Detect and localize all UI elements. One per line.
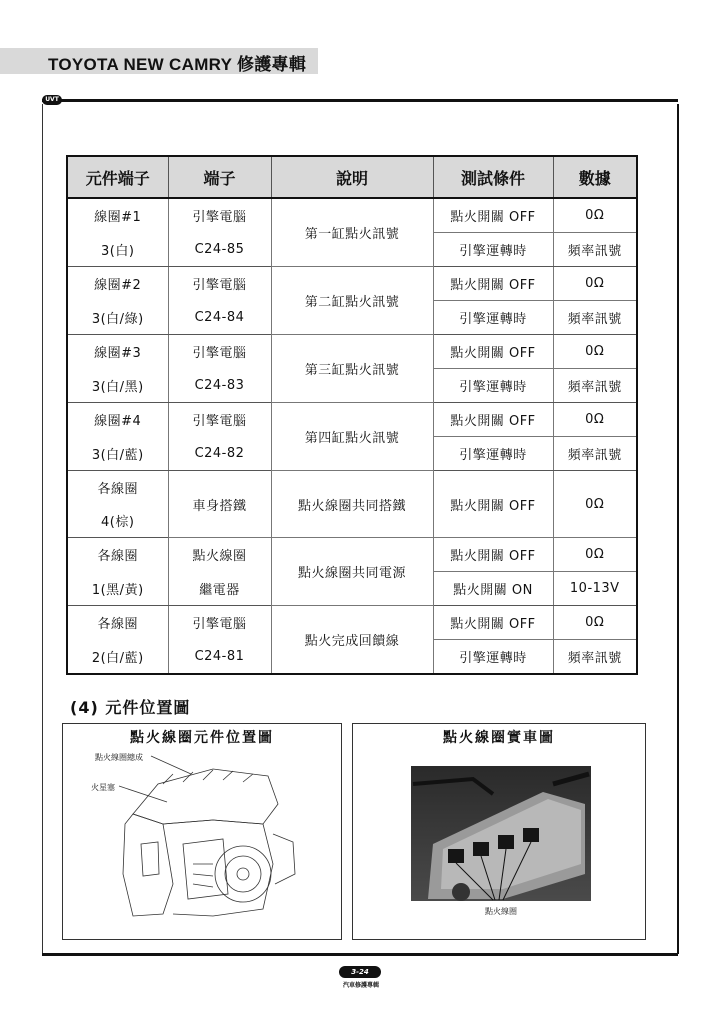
- component-cell: 線圈#3: [67, 335, 168, 369]
- description-cell: 第二缸點火訊號: [271, 267, 433, 335]
- data-cell: 頻率訊號: [553, 369, 637, 403]
- terminal-cell: 引擎電腦: [168, 335, 271, 369]
- component-location-panel: [62, 723, 342, 940]
- ignition-coil-label: 點火線圈: [485, 907, 517, 916]
- description-cell: 第一缸點火訊號: [271, 198, 433, 267]
- component-cell: 線圈#4: [67, 403, 168, 437]
- table-header-row: [67, 156, 637, 198]
- condition-cell: 引擎運轉時: [433, 437, 553, 471]
- data-cell: 0Ω: [553, 267, 637, 301]
- condition-cell: 點火開關 OFF: [433, 335, 553, 369]
- condition-cell: 引擎運轉時: [433, 233, 553, 267]
- condition-cell: 點火開關 OFF: [433, 198, 553, 233]
- table-row: [67, 471, 637, 505]
- terminal-cell: 引擎電腦: [168, 403, 271, 437]
- component-cell: 線圈#2: [67, 267, 168, 301]
- header-badge: UVT: [42, 95, 62, 105]
- terminal-cell: 引擎電腦: [168, 198, 271, 233]
- terminal-cell: C24-81: [168, 640, 271, 675]
- data-cell: 頻率訊號: [553, 640, 637, 675]
- data-cell: 0Ω: [553, 471, 637, 538]
- component-cell: 3(白/藍): [67, 437, 168, 471]
- component-cell: 各線圈: [67, 471, 168, 505]
- data-cell: 頻率訊號: [553, 437, 637, 471]
- terminal-cell: C24-85: [168, 233, 271, 267]
- terminal-cell: C24-83: [168, 369, 271, 403]
- top-rule: [42, 99, 678, 102]
- condition-cell: 點火開關 OFF: [433, 403, 553, 437]
- engine-line-drawing: [63, 724, 341, 939]
- terminal-cell: 繼電器: [168, 572, 271, 606]
- terminal-cell: C24-84: [168, 301, 271, 335]
- data-cell: 0Ω: [553, 335, 637, 369]
- data-cell: 0Ω: [553, 403, 637, 437]
- condition-cell: 引擎運轉時: [433, 301, 553, 335]
- page-number: 3-24: [339, 966, 381, 978]
- ignition-spec-table: [66, 155, 638, 675]
- col-header-data: 數據: [553, 156, 637, 198]
- bottom-rule: [42, 953, 678, 956]
- table-row: [67, 403, 637, 437]
- component-cell: 4(棕): [67, 504, 168, 538]
- component-cell: 各線圈: [67, 538, 168, 572]
- condition-cell: 引擎運轉時: [433, 369, 553, 403]
- data-cell: 0Ω: [553, 606, 637, 640]
- condition-cell: 點火開關 OFF: [433, 538, 553, 572]
- data-cell: 頻率訊號: [553, 301, 637, 335]
- footer-publisher: 汽車修護專輯: [342, 982, 379, 989]
- table-row: [67, 267, 637, 301]
- panel-title: 點火線圈實車圖: [443, 730, 555, 746]
- terminal-cell: 引擎電腦: [168, 267, 271, 301]
- description-cell: 第三缸點火訊號: [271, 335, 433, 403]
- panel-title: 點火線圈元件位置圖: [130, 730, 274, 746]
- coil-photo-panel: [352, 723, 646, 940]
- table-row: [67, 606, 637, 640]
- terminal-cell: 引擎電腦: [168, 606, 271, 640]
- description-cell: 點火完成回饋線: [271, 606, 433, 675]
- data-cell: 0Ω: [553, 198, 637, 233]
- terminal-cell: C24-82: [168, 437, 271, 471]
- ignition-coil-assembly-label: 點火線圈總成: [95, 753, 143, 762]
- condition-cell: 點火開關 OFF: [433, 471, 553, 538]
- terminal-cell: 車身搭鐵: [168, 471, 271, 538]
- table-row: [67, 538, 637, 572]
- terminal-cell: 點火線圈: [168, 538, 271, 572]
- description-cell: 點火線圈共同搭鐵: [271, 471, 433, 538]
- component-cell: 3(白/綠): [67, 301, 168, 335]
- spark-plug-label: 火星塞: [91, 783, 115, 792]
- table-row: [67, 198, 637, 233]
- section-title: (4) 元件位置圖: [70, 698, 191, 717]
- component-cell: 2(白/藍): [67, 640, 168, 675]
- table-row: [67, 335, 637, 369]
- data-cell: 頻率訊號: [553, 233, 637, 267]
- condition-cell: 點火開關 OFF: [433, 606, 553, 640]
- data-cell: 0Ω: [553, 538, 637, 572]
- data-cell: 10-13V: [553, 572, 637, 606]
- col-header-component: 元件端子: [67, 156, 168, 198]
- component-cell: 各線圈: [67, 606, 168, 640]
- condition-cell: 點火開關 ON: [433, 572, 553, 606]
- component-cell: 線圈#1: [67, 198, 168, 233]
- component-cell: 3(白/黑): [67, 369, 168, 403]
- condition-cell: 引擎運轉時: [433, 640, 553, 675]
- description-cell: 第四缸點火訊號: [271, 403, 433, 471]
- col-header-description: 說明: [271, 156, 433, 198]
- page-header-title: TOYOTA NEW CAMRY 修護專輯: [48, 55, 307, 74]
- col-header-terminal: 端子: [168, 156, 271, 198]
- component-cell: 1(黑/黃): [67, 572, 168, 606]
- description-cell: 點火線圈共同電源: [271, 538, 433, 606]
- condition-cell: 點火開關 OFF: [433, 267, 553, 301]
- col-header-test-condition: 測試條件: [433, 156, 553, 198]
- component-cell: 3(白): [67, 233, 168, 267]
